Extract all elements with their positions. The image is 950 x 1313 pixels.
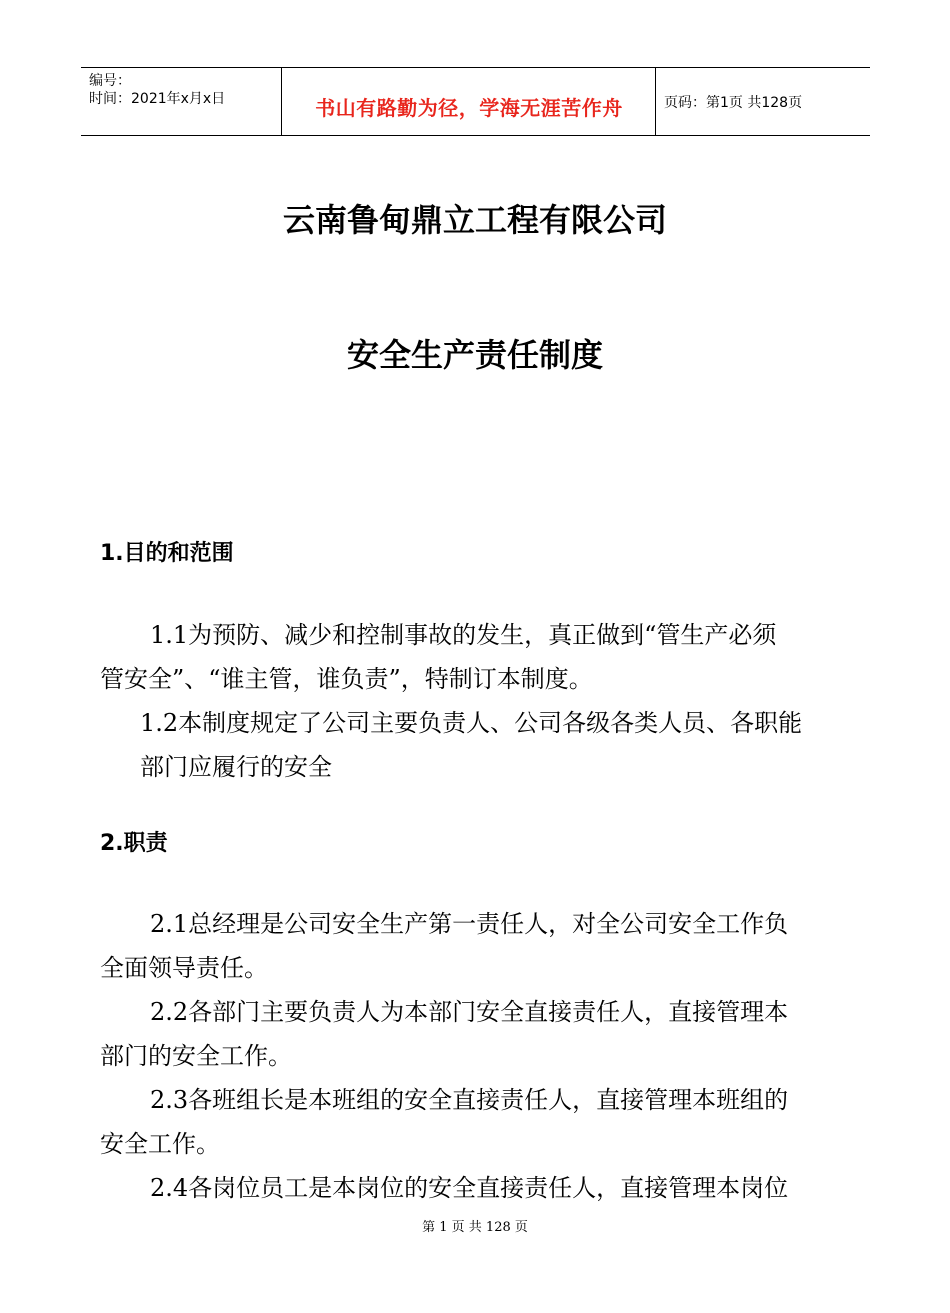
page-footer: 第 1 页 共 128 页 xyxy=(422,1220,528,1235)
section-heading-2: 2.职责 xyxy=(100,831,168,856)
header-middle-cell xyxy=(282,68,656,135)
document-title: 安全生产责任制度 xyxy=(346,336,603,374)
paragraph-line: 部门应履行的安全 xyxy=(140,753,332,781)
company-name: 云南鲁甸鼎立工程有限公司 xyxy=(282,201,667,239)
header-left-cell xyxy=(81,68,282,135)
paragraph-line: 全面领导责任。 xyxy=(100,954,268,982)
page-info: 页码：第1页 共128页 xyxy=(664,95,803,111)
paragraph-line: 1.2本制度规定了公司主要负责人、公司各级各类人员、各职能 xyxy=(140,709,803,737)
paragraph-line: 2.2各部门主要负责人为本部门安全直接责任人，直接管理本 xyxy=(150,998,789,1026)
time-label: 时间：2021年x月x日 xyxy=(89,91,226,107)
header-motto: 书山有路勤为径，学海无涯苦作舟 xyxy=(315,96,623,120)
paragraph-line: 2.4各岗位员工是本岗位的安全直接责任人，直接管理本岗位 xyxy=(150,1174,789,1202)
code-label: 编号： xyxy=(89,73,131,89)
paragraph-line: 安全工作。 xyxy=(100,1130,220,1158)
paragraph-line: 2.1总经理是公司安全生产第一责任人，对全公司安全工作负 xyxy=(150,910,789,938)
paragraph-line: 2.3各班组长是本班组的安全直接责任人，直接管理本班组的 xyxy=(150,1086,789,1114)
header-right-cell xyxy=(656,68,870,135)
section-heading-1: 1.目的和范围 xyxy=(100,541,234,566)
paragraph-line: 部门的安全工作。 xyxy=(100,1042,292,1070)
header-table xyxy=(81,67,870,136)
paragraph-line: 1.1为预防、减少和控制事故的发生，真正做到“管生产必须 xyxy=(150,621,777,649)
paragraph-line: 管安全”、“谁主管，谁负责”，特制订本制度。 xyxy=(100,665,593,693)
